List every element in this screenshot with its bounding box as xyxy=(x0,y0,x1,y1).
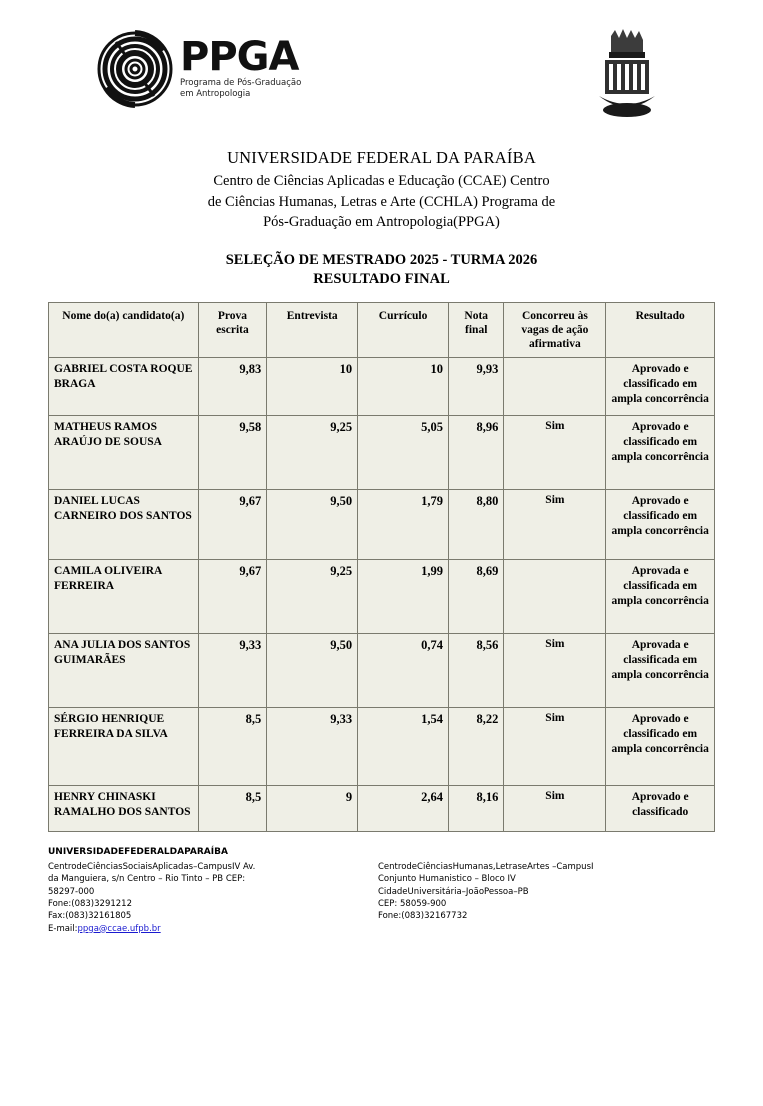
cell-nome: CAMILA OLIVEIRA FERREIRA xyxy=(49,559,199,633)
ppga-logo xyxy=(96,30,301,108)
cell-curriculo: 0,74 xyxy=(358,633,449,707)
footer-left-column xyxy=(48,861,338,935)
cell-entrevista: 9,25 xyxy=(267,415,358,489)
cell-concorreu: Sim xyxy=(504,489,606,559)
footer-title: UNIVERSIDADEFEDERALDAPARAÍBA xyxy=(48,846,228,857)
column-header-concorreu: Concorreu às vagas de ação afirmativa xyxy=(504,302,606,357)
cell-entrevista: 9 xyxy=(267,785,358,831)
cell-nota: 8,16 xyxy=(449,785,504,831)
document-page xyxy=(0,26,763,1106)
header-logos xyxy=(48,26,715,136)
table-row xyxy=(49,415,715,489)
column-header-curriculo: Currículo xyxy=(358,302,449,357)
footer-right-column xyxy=(378,861,668,935)
cell-entrevista: 9,50 xyxy=(267,633,358,707)
cell-nota: 8,80 xyxy=(449,489,504,559)
footer-left-line-1: CentrodeCiênciasSociaisAplicadas–CampusIV Av. xyxy=(48,861,256,872)
cell-curriculo: 5,05 xyxy=(358,415,449,489)
cell-curriculo: 1,99 xyxy=(358,559,449,633)
cell-prova: 9,33 xyxy=(198,633,267,707)
footer-right-line-4: CEP: 58059-900 xyxy=(378,898,447,909)
cell-concorreu: Sim xyxy=(504,415,606,489)
ppga-acronym: PPGA xyxy=(180,34,299,81)
document-title-block xyxy=(48,148,715,290)
cell-curriculo: 1,79 xyxy=(358,489,449,559)
cell-prova: 8,5 xyxy=(198,785,267,831)
cell-curriculo: 2,64 xyxy=(358,785,449,831)
ppga-subtitle-line1: Programa de Pós-Graduação xyxy=(180,78,302,89)
results-table xyxy=(48,302,715,832)
cell-concorreu: Sim xyxy=(504,633,606,707)
cell-nota: 9,93 xyxy=(449,357,504,415)
footer-right-line-3: CidadeUniversitária–JoãoPessoa–PB xyxy=(378,886,529,897)
ppga-subtitle-line2: em Antropologia xyxy=(180,89,251,99)
selection-title-line-1: SELEÇÃO DE MESTRADO 2025 - TURMA 2026 xyxy=(225,251,538,268)
cell-prova: 9,67 xyxy=(198,489,267,559)
footer-right-line-1: CentrodeCiênciasHumanas,LetraseArtes –CampusI xyxy=(378,861,594,872)
column-header-nota: Nota final xyxy=(449,302,504,357)
cell-nome: SÉRGIO HENRIQUE FERREIRA DA SILVA xyxy=(49,707,199,785)
ppga-logo-text xyxy=(180,34,302,99)
cell-resultado: Aprovado e classificado em ampla concorrência xyxy=(606,357,715,415)
cell-resultado: Aprovado e classificado em ampla concorrência xyxy=(606,415,715,489)
footer-right-line-5: Fone:(083)32167732 xyxy=(378,911,468,922)
cell-nota: 8,96 xyxy=(449,415,504,489)
center-line-1: Centro de Ciências Aplicadas e Educação (CCAE) Centro xyxy=(213,173,550,189)
column-header-prova: Prova escrita xyxy=(198,302,267,357)
footer-left-line-5: Fax:(083)32161805 xyxy=(48,911,132,922)
cell-resultado: Aprovado e classificado em ampla concorrência xyxy=(606,489,715,559)
table-row xyxy=(49,357,715,415)
cell-prova: 9,58 xyxy=(198,415,267,489)
cell-curriculo: 10 xyxy=(358,357,449,415)
selection-title-line-2: RESULTADO FINAL xyxy=(313,271,450,288)
footer-left-line-2: da Manguiera, s/n Centro – Rio Tinto – PB CEP: xyxy=(48,874,246,885)
table-row xyxy=(49,489,715,559)
document-footer xyxy=(48,846,715,935)
table-row xyxy=(49,633,715,707)
cell-prova: 9,83 xyxy=(198,357,267,415)
column-header-resultado: Resultado xyxy=(606,302,715,357)
cell-nome: HENRY CHINASKI RAMALHO DOS SANTOS xyxy=(49,785,199,831)
column-header-entrevista: Entrevista xyxy=(267,302,358,357)
table-row xyxy=(49,707,715,785)
cell-entrevista: 10 xyxy=(267,357,358,415)
cell-resultado: Aprovada e classificada em ampla concorrência xyxy=(606,633,715,707)
cell-nome: ANA JULIA DOS SANTOS GUIMARÃES xyxy=(49,633,199,707)
footer-email-label: E-mail: xyxy=(48,923,78,934)
cell-nome: DANIEL LUCAS CARNEIRO DOS SANTOS xyxy=(49,489,199,559)
cell-prova: 8,5 xyxy=(198,707,267,785)
column-header-nome: Nome do(a) candidato(a) xyxy=(49,302,199,357)
cell-entrevista: 9,50 xyxy=(267,489,358,559)
table-header-row xyxy=(49,302,715,357)
cell-resultado: Aprovado e classificado em ampla concorrência xyxy=(606,707,715,785)
cell-nome: MATHEUS RAMOS ARAÚJO DE SOUSA xyxy=(49,415,199,489)
cell-concorreu xyxy=(504,357,606,415)
cell-prova: 9,67 xyxy=(198,559,267,633)
footer-email-link[interactable]: ppga@ccae.ufpb.br xyxy=(77,923,161,934)
cell-concorreu xyxy=(504,559,606,633)
cell-resultado: Aprovado e classificado xyxy=(606,785,715,831)
table-row xyxy=(49,559,715,633)
cell-nome: GABRIEL COSTA ROQUE BRAGA xyxy=(49,357,199,415)
cell-nota: 8,22 xyxy=(449,707,504,785)
cell-nota: 8,56 xyxy=(449,633,504,707)
footer-right-line-2: Conjunto Humanistico – Bloco IV xyxy=(378,874,516,885)
cell-concorreu: Sim xyxy=(504,707,606,785)
ufpb-seal-logo-icon xyxy=(591,26,663,122)
center-line-2: de Ciências Humanas, Letras e Arte (CCHLA) Programa de xyxy=(207,193,556,210)
cell-curriculo: 1,54 xyxy=(358,707,449,785)
cell-entrevista: 9,25 xyxy=(267,559,358,633)
ppga-spiral-logo-icon xyxy=(96,30,174,108)
footer-left-line-4: Fone:(083)3291212 xyxy=(48,898,132,909)
cell-resultado: Aprovada e classificada em ampla concorrência xyxy=(606,559,715,633)
cell-concorreu: Sim xyxy=(504,785,606,831)
footer-left-line-3: 58297-000 xyxy=(48,886,95,897)
university-name: UNIVERSIDADE FEDERAL DA PARAÍBA xyxy=(227,148,536,167)
cell-nota: 8,69 xyxy=(449,559,504,633)
center-line-3: Pós-Graduação em Antropologia(PPGA) xyxy=(263,214,500,231)
table-row xyxy=(49,785,715,831)
cell-entrevista: 9,33 xyxy=(267,707,358,785)
footer-email-line xyxy=(48,923,338,935)
